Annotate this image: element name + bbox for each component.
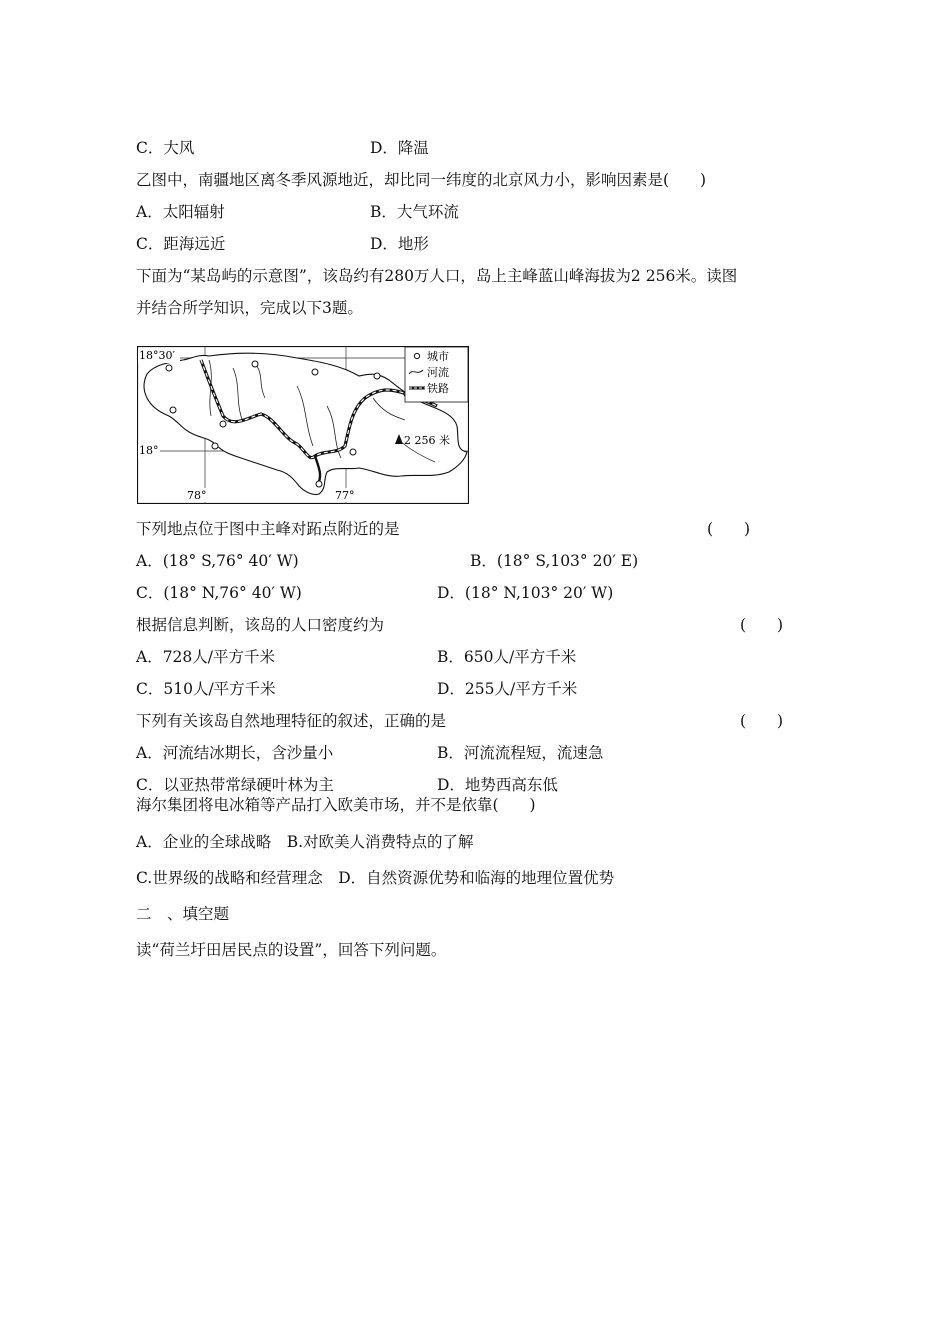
text-line: ( ) [740,616,784,634]
text-line: A．企业的全球战略 B.对欧美人消费特点的了解 [136,833,474,851]
text-line: 海尔集团将电冰箱等产品打入欧美市场，并不是依靠( ) [136,796,536,814]
text-line: D．地形 [370,235,429,253]
text-line: C．(18° N,76° 40′ W) [136,584,302,602]
text-line: A．(18° S,76° 40′ W) [136,552,299,570]
text-line: A．728人/平方千米 [136,648,276,666]
text-line: B．大气环流 [370,203,459,221]
text-line: D．255人/平方千米 [437,680,578,698]
text-line: C.世界级的战略和经营理念 D．自然资源优势和临海的地理位置优势 [136,869,615,887]
text-line: 下列地点位于图中主峰对跖点附近的是 [136,520,400,538]
text-line: 根据信息判断，该岛的人口密度约为 [136,616,385,634]
text-line: ( ) [740,712,784,730]
text-line: 读“荷兰圩田居民点的设置”，回答下列问题。 [136,941,447,959]
text-line: 乙图中，南疆地区离冬季风源地近，却比同一纬度的北京风力小，影响因素是( ) [136,171,707,189]
lat-label-mid: 18° [139,444,159,457]
text-line: D．(18° N,103° 20′ W) [437,584,614,602]
legend-river: 河流 [427,366,449,379]
text-line: C．以亚热带常绿硬叶林为主 [136,776,334,794]
lon-label-left: 78° [187,489,207,502]
text-line: 并结合所学知识，完成以下3题。 [136,299,363,317]
text-line: D．降温 [370,139,429,157]
text-line: C．510人/平方千米 [136,680,276,698]
text-line: 下面为“某岛屿的示意图”，该岛约有280万人口，岛上主峰蓝山峰海拔为2 256米。读图 [136,267,738,285]
lat-label-top: 18°30′ [139,349,175,362]
text-line: C．距海远近 [136,235,226,253]
text-line: 下列有关该岛自然地理特征的叙述，正确的是 [136,712,447,730]
legend-railway: 铁路 [427,382,449,395]
map-legend [405,347,468,402]
legend-city: 城市 [427,350,449,363]
lon-label-right: 77° [335,489,355,502]
text-line: 二 、填空题 [136,905,230,923]
text-line: A．河流结冰期长，含沙量小 [136,744,334,762]
text-line: A．太阳辐射 [136,203,225,221]
peak-label: 2 256 米 [404,434,450,447]
text-line: B．(18° S,103° 20′ E) [470,552,639,570]
island-map [137,346,469,504]
text-line: B．河流流程短，流速急 [437,744,604,762]
text-line: C．大风 [136,139,195,157]
text-line: ( ) [707,520,751,538]
text-line: D．地势西高东低 [437,776,558,794]
text-line: B．650人/平方千米 [437,648,577,666]
